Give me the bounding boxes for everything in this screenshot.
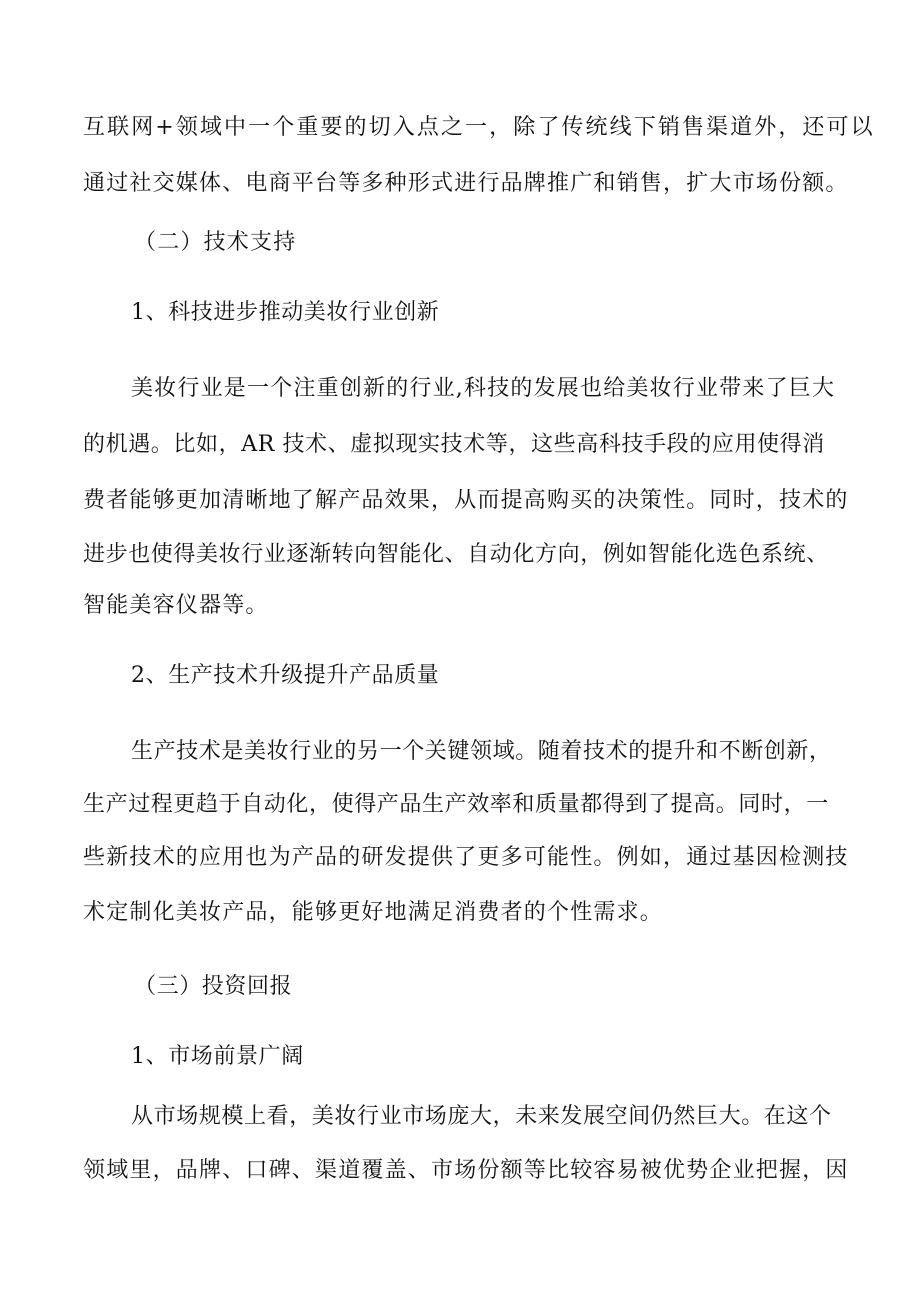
paragraph-line: 费者能够更加清晰地了解产品效果，从而提高购买的决策性。同时，技术的 [83,488,849,513]
section-heading: （二）技术支持 [134,230,297,255]
section-heading: （三）投资回报 [134,974,293,999]
paragraph-line: 的机遇。比如，AR 技术、虚拟现实技术等，这些高科技手段的应用使得消 [83,432,825,457]
paragraph-line: 从市场规模上看，美妆行业市场庞大，未来发展空间仍然巨大。在这个 [131,1104,832,1129]
paragraph-line: 生产技术是美妆行业的另一个关键领域。随着技术的提升和不断创新， [131,739,832,764]
paragraph-line: 些新技术的应用也为产品的研发提供了更多可能性。例如，通过基因检测技 [83,845,849,870]
subsection-heading: 1、市场前景广阔 [131,1044,304,1069]
paragraph-line: 美妆行业是一个注重创新的行业,科技的发展也给美妆行业带来了巨大 [131,376,836,401]
paragraph-line: 术定制化美妆产品，能够更好地满足消费者的个性需求。 [83,900,664,925]
subsection-heading: 1、科技进步推动美妆行业创新 [131,300,440,325]
paragraph-line: 通过社交媒体、电商平台等多种形式进行品牌推广和销售，扩大市场份额。 [83,171,849,196]
paragraph-line: 领域里，品牌、口碑、渠道覆盖、市场份额等比较容易被优势企业把握，因 [83,1158,849,1183]
paragraph-line: 进步也使得美妆行业逐渐转向智能化、自动化方向，例如智能化选色系统、 [83,542,829,567]
paragraph-line: 互联网+领域中一个重要的切入点之一，除了传统线下销售渠道外，还可以 [83,115,875,140]
subsection-heading: 2、生产技术升级提升产品质量 [131,663,440,688]
paragraph-line: 智能美容仪器等。 [83,593,269,618]
paragraph-line: 生产过程更趋于自动化，使得产品生产效率和质量都得到了提高。同时，一 [83,792,829,817]
